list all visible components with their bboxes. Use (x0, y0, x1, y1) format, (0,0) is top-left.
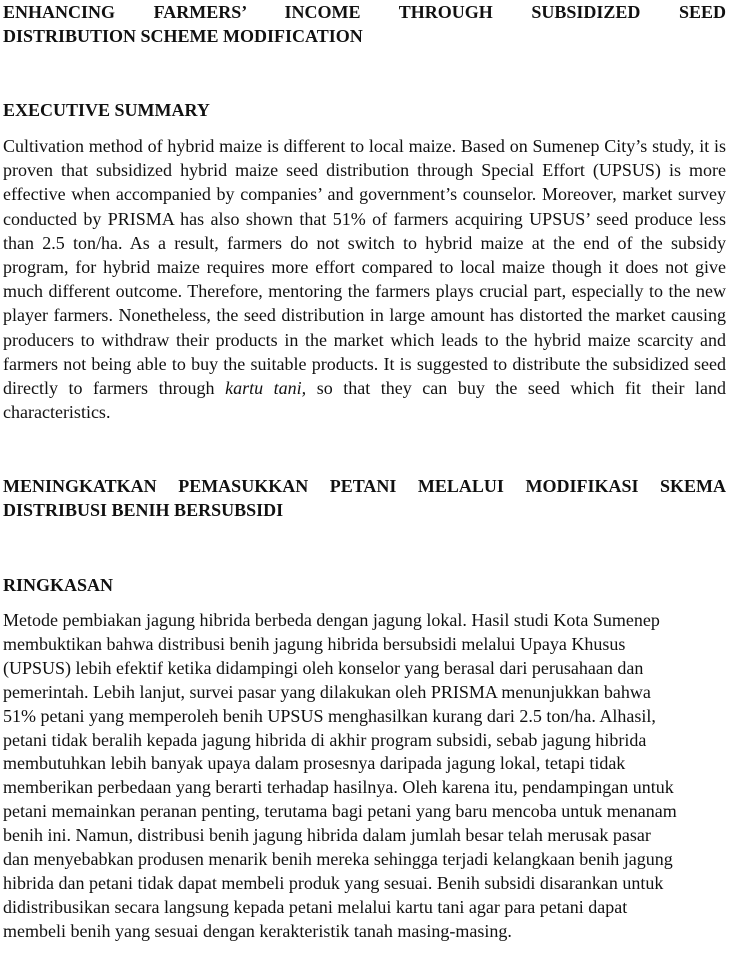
ringkasan-line: benih ini. Namun, distribusi benih jagung hibrida dalam jumlah besar telah merusak pasar (3, 825, 651, 846)
executive-summary-text-part-2: so that they can buy the seed which fit their land characteristics. (3, 378, 726, 423)
ringkasan-line: Metode pembiakan jagung hibrida berbeda dengan jagung lokal. Hasil studi Kota Sumenep (3, 610, 660, 630)
ringkasan-line: membeli benih yang sesuai dengan kerakteristik tanah masing-masing. (3, 920, 512, 941)
ringkasan-line: membuktikan bahwa distribusi benih jagung hibrida bersubsidi melalui Upaya Khusus (3, 633, 626, 654)
ringkasan-line: petani tidak beralih kepada jagung hibrida di akhir program subsidi, sebab jagung hibrida (3, 729, 647, 750)
ringkasan-paragraph (3, 609, 726, 944)
ringkasan-line: memberikan perbedaan yang berarti terhadap hasilnya. Oleh karena itu, pendampingan untuk (3, 777, 674, 798)
english-title-line-2: DISTRIBUTION SCHEME MODIFICATION (3, 26, 363, 46)
indonesian-title-line-1: MENINGKATKAN PEMASUKKAN PETANI MELALUI MODIFIKASI SKEMA (3, 476, 726, 496)
ringkasan-line: hibrida dan petani tidak dapat membeli produk yang sesuai. Benih subsidi disarankan untuk (3, 872, 664, 893)
executive-summary-text-part-1: Cultivation method of hybrid maize is different to local maize. Based on Sumenep City’s study, it is proven that subsidized hybrid maize seed distribution through Special Effort (UPSUS) is more effective when accompanied by companies’ and government’s counselor. Moreover, market survey conducted by PRISMA has also shown that 51% of farmers acquiring UPSUS’ seed produce less than 2.5 ton/ha. As a result, farmers do not switch to hybrid maize at the end of the subsidy program, for hybrid maize requires more effort compared to local maize though it does not give much different outcome. Therefore, mentoring the farmers plays crucial part, especially to the new player farmers. Nonetheless, the seed distribution in large amount has distorted the market causing producers to withdraw their products in the market which leads to the hybrid maize scarcity and farmers not being able to buy the suitable products. It is suggested to distribute the subsidized seed directly to farmers through (3, 136, 726, 399)
ringkasan-line: 51% petani yang memperoleh benih UPSUS menghasilkan kurang dari 2.5 ton/ha. Alhasil, (3, 705, 656, 726)
ringkasan-line: petani memainkan peranan penting, terutama bagi petani yang baru mencoba untuk menanam (3, 801, 677, 822)
executive-summary-paragraph (3, 134, 726, 424)
indonesian-title (3, 474, 726, 522)
executive-summary-italic-term: kartu tani, (225, 378, 307, 399)
ringkasan-line: pemerintah. Lebih lanjut, survei pasar yang dilakukan oleh PRISMA menunjukkan bahwa (3, 681, 651, 702)
english-title-line-1: ENHANCING FARMERS’ INCOME THROUGH SUBSIDIZED SEED (3, 2, 726, 22)
ringkasan-line: dan menyebabkan produsen menarik benih mereka sehingga terjadi kelangkaan benih jagung (3, 849, 673, 870)
ringkasan-line: (UPSUS) lebih efektif ketika didampingi oleh konselor yang berasal dari perusahaan dan (3, 657, 644, 678)
indonesian-title-line-2: DISTRIBUSI BENIH BERSUBSIDI (3, 500, 284, 520)
ringkasan-line: didistribusikan secara langsung kepada petani melalui kartu tani agar para petani dapat (3, 896, 628, 917)
english-title (3, 0, 726, 48)
ringkasan-heading: RINGKASAN (3, 575, 114, 595)
ringkasan-line: membutuhkan lebih banyak upaya dalam prosesnya daripada jagung lokal, tetapi tidak (3, 753, 626, 774)
executive-summary-heading: EXECUTIVE SUMMARY (3, 100, 210, 120)
